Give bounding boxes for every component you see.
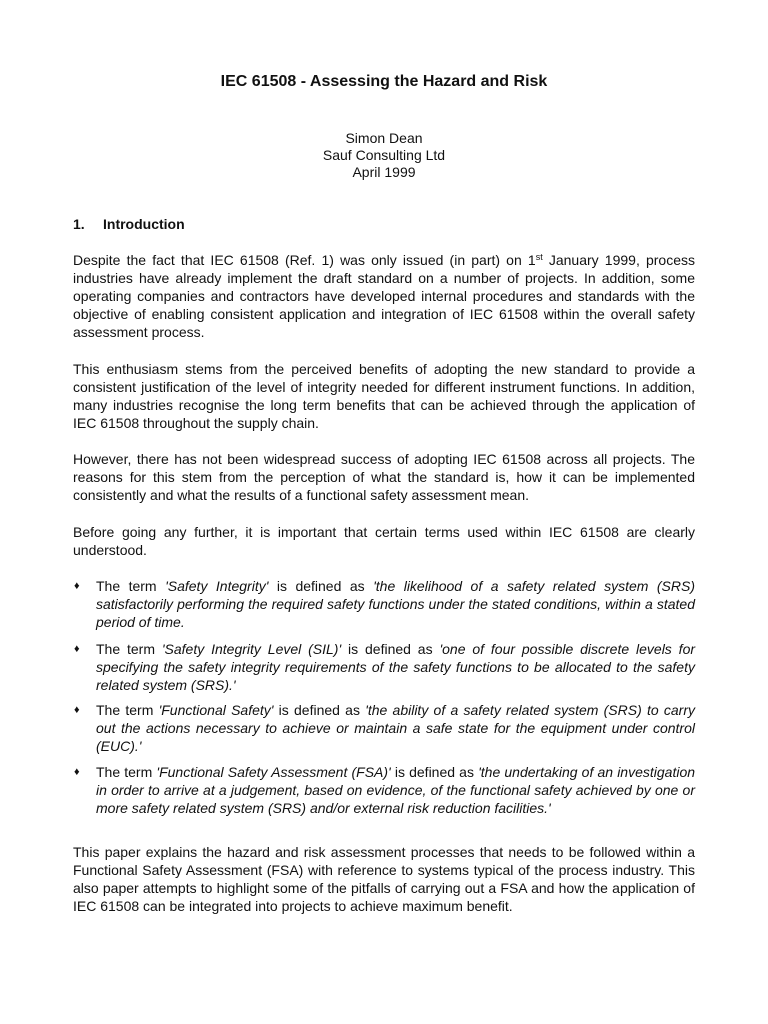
bullet-prefix: The term bbox=[96, 764, 157, 780]
document-date: April 1999 bbox=[352, 164, 416, 180]
bullet-mid: is defined as bbox=[273, 702, 366, 718]
bullet-item bbox=[73, 640, 695, 694]
bullet-term: 'Functional Safety' bbox=[158, 702, 274, 718]
diamond-bullet-icon: ♦ bbox=[74, 643, 80, 655]
diamond-bullet-icon: ♦ bbox=[74, 704, 80, 716]
bullet-prefix: The term bbox=[96, 702, 159, 718]
bullet-definition: 'the likelihood of a safety related system (SRS) satisfactorily performing the required safety functions under the stated conditions, within a stated period of time. bbox=[96, 578, 695, 630]
bullet-mid: is defined as bbox=[390, 764, 479, 780]
bullet-text bbox=[96, 763, 695, 817]
section-heading bbox=[73, 216, 185, 233]
section-number: 1. bbox=[73, 216, 85, 232]
paragraph-1 bbox=[73, 251, 695, 341]
document-title: IEC 61508 - Assessing the Hazard and Risk bbox=[220, 73, 548, 90]
bullet-definition: 'one of four possible discrete levels for specifying the safety integrity requirements of the safety functions to be allocated to the safety related system (SRS).' bbox=[96, 641, 696, 693]
bullet-definition: 'the ability of a safety related system (SRS) to carry out the actions necessary to achieve or maintain a safe state for the equipment under control (EUC).' bbox=[96, 702, 695, 754]
bullet-mid: is defined as bbox=[341, 641, 440, 657]
bullet-text bbox=[96, 701, 695, 755]
bullet-text bbox=[96, 577, 695, 631]
bullet-item bbox=[73, 701, 695, 755]
bullet-prefix: The term bbox=[96, 641, 162, 657]
bullet-prefix: The term bbox=[96, 578, 166, 594]
bullet-term: 'Safety Integrity' bbox=[165, 578, 269, 594]
paragraph-1-text-a: Despite the fact that IEC 61508 (Ref. 1) was only issued (in part) on 1 bbox=[73, 252, 536, 268]
author-block bbox=[73, 130, 695, 181]
paragraph-5: This paper explains the hazard and risk assessment processes that needs to be followed within a Functional Safety Assessment (FSA) with reference to systems typical of the process industry. This also paper attempts to highlight some of the pitfalls of carrying out a FSA and how the application of IEC 61508 can be integrated into projects to achieve maximum benefit. bbox=[73, 844, 695, 914]
bullet-definition: 'the undertaking of an investigation in order to arrive at a judgement, based on evidence, of the functional safety achieved by one or more safety related system (SRS) and/or external risk reduction facilities.' bbox=[96, 764, 696, 816]
paragraph-1-text-b: January 1999, process industries have already implement the draft standard on a number of projects. In addition, some operating companies and contractors have developed internal procedures and standards with the objective of enabling consistent application and integration of IEC 61508 within the overall safety assessment process. bbox=[73, 252, 696, 340]
bullet-text bbox=[96, 640, 695, 694]
paragraph-3: However, there has not been widespread success of adopting IEC 61508 across all projects. The reasons for this stem from the perception of what the standard is, how it can be implemented consistently and what the results of a functional safety assessment mean. bbox=[73, 451, 695, 503]
author-company: Sauf Consulting Ltd bbox=[322, 147, 446, 163]
author-name: Simon Dean bbox=[345, 130, 423, 146]
paragraph-2: This enthusiasm stems from the perceived benefits of adopting the new standard to provide a consistent justification of the level of integrity needed for different instrument functions. In addition, many industries recognise the long term benefits that can be achieved through the application of IEC 61508 throughout the supply chain. bbox=[73, 361, 695, 431]
section-title: Introduction bbox=[103, 216, 185, 232]
bullet-term: 'Functional Safety Assessment (FSA)' bbox=[156, 764, 391, 780]
bullet-mid: is defined as bbox=[268, 578, 374, 594]
paragraph-1-superscript: st bbox=[535, 252, 543, 262]
diamond-bullet-icon: ♦ bbox=[74, 580, 80, 592]
bullet-item bbox=[73, 763, 695, 817]
bullet-item bbox=[73, 577, 695, 631]
bullet-term: 'Safety Integrity Level (SIL)' bbox=[161, 641, 342, 657]
paragraph-4: Before going any further, it is important that certain terms used within IEC 61508 are clearly understood. bbox=[73, 524, 695, 558]
diamond-bullet-icon: ♦ bbox=[74, 766, 80, 778]
